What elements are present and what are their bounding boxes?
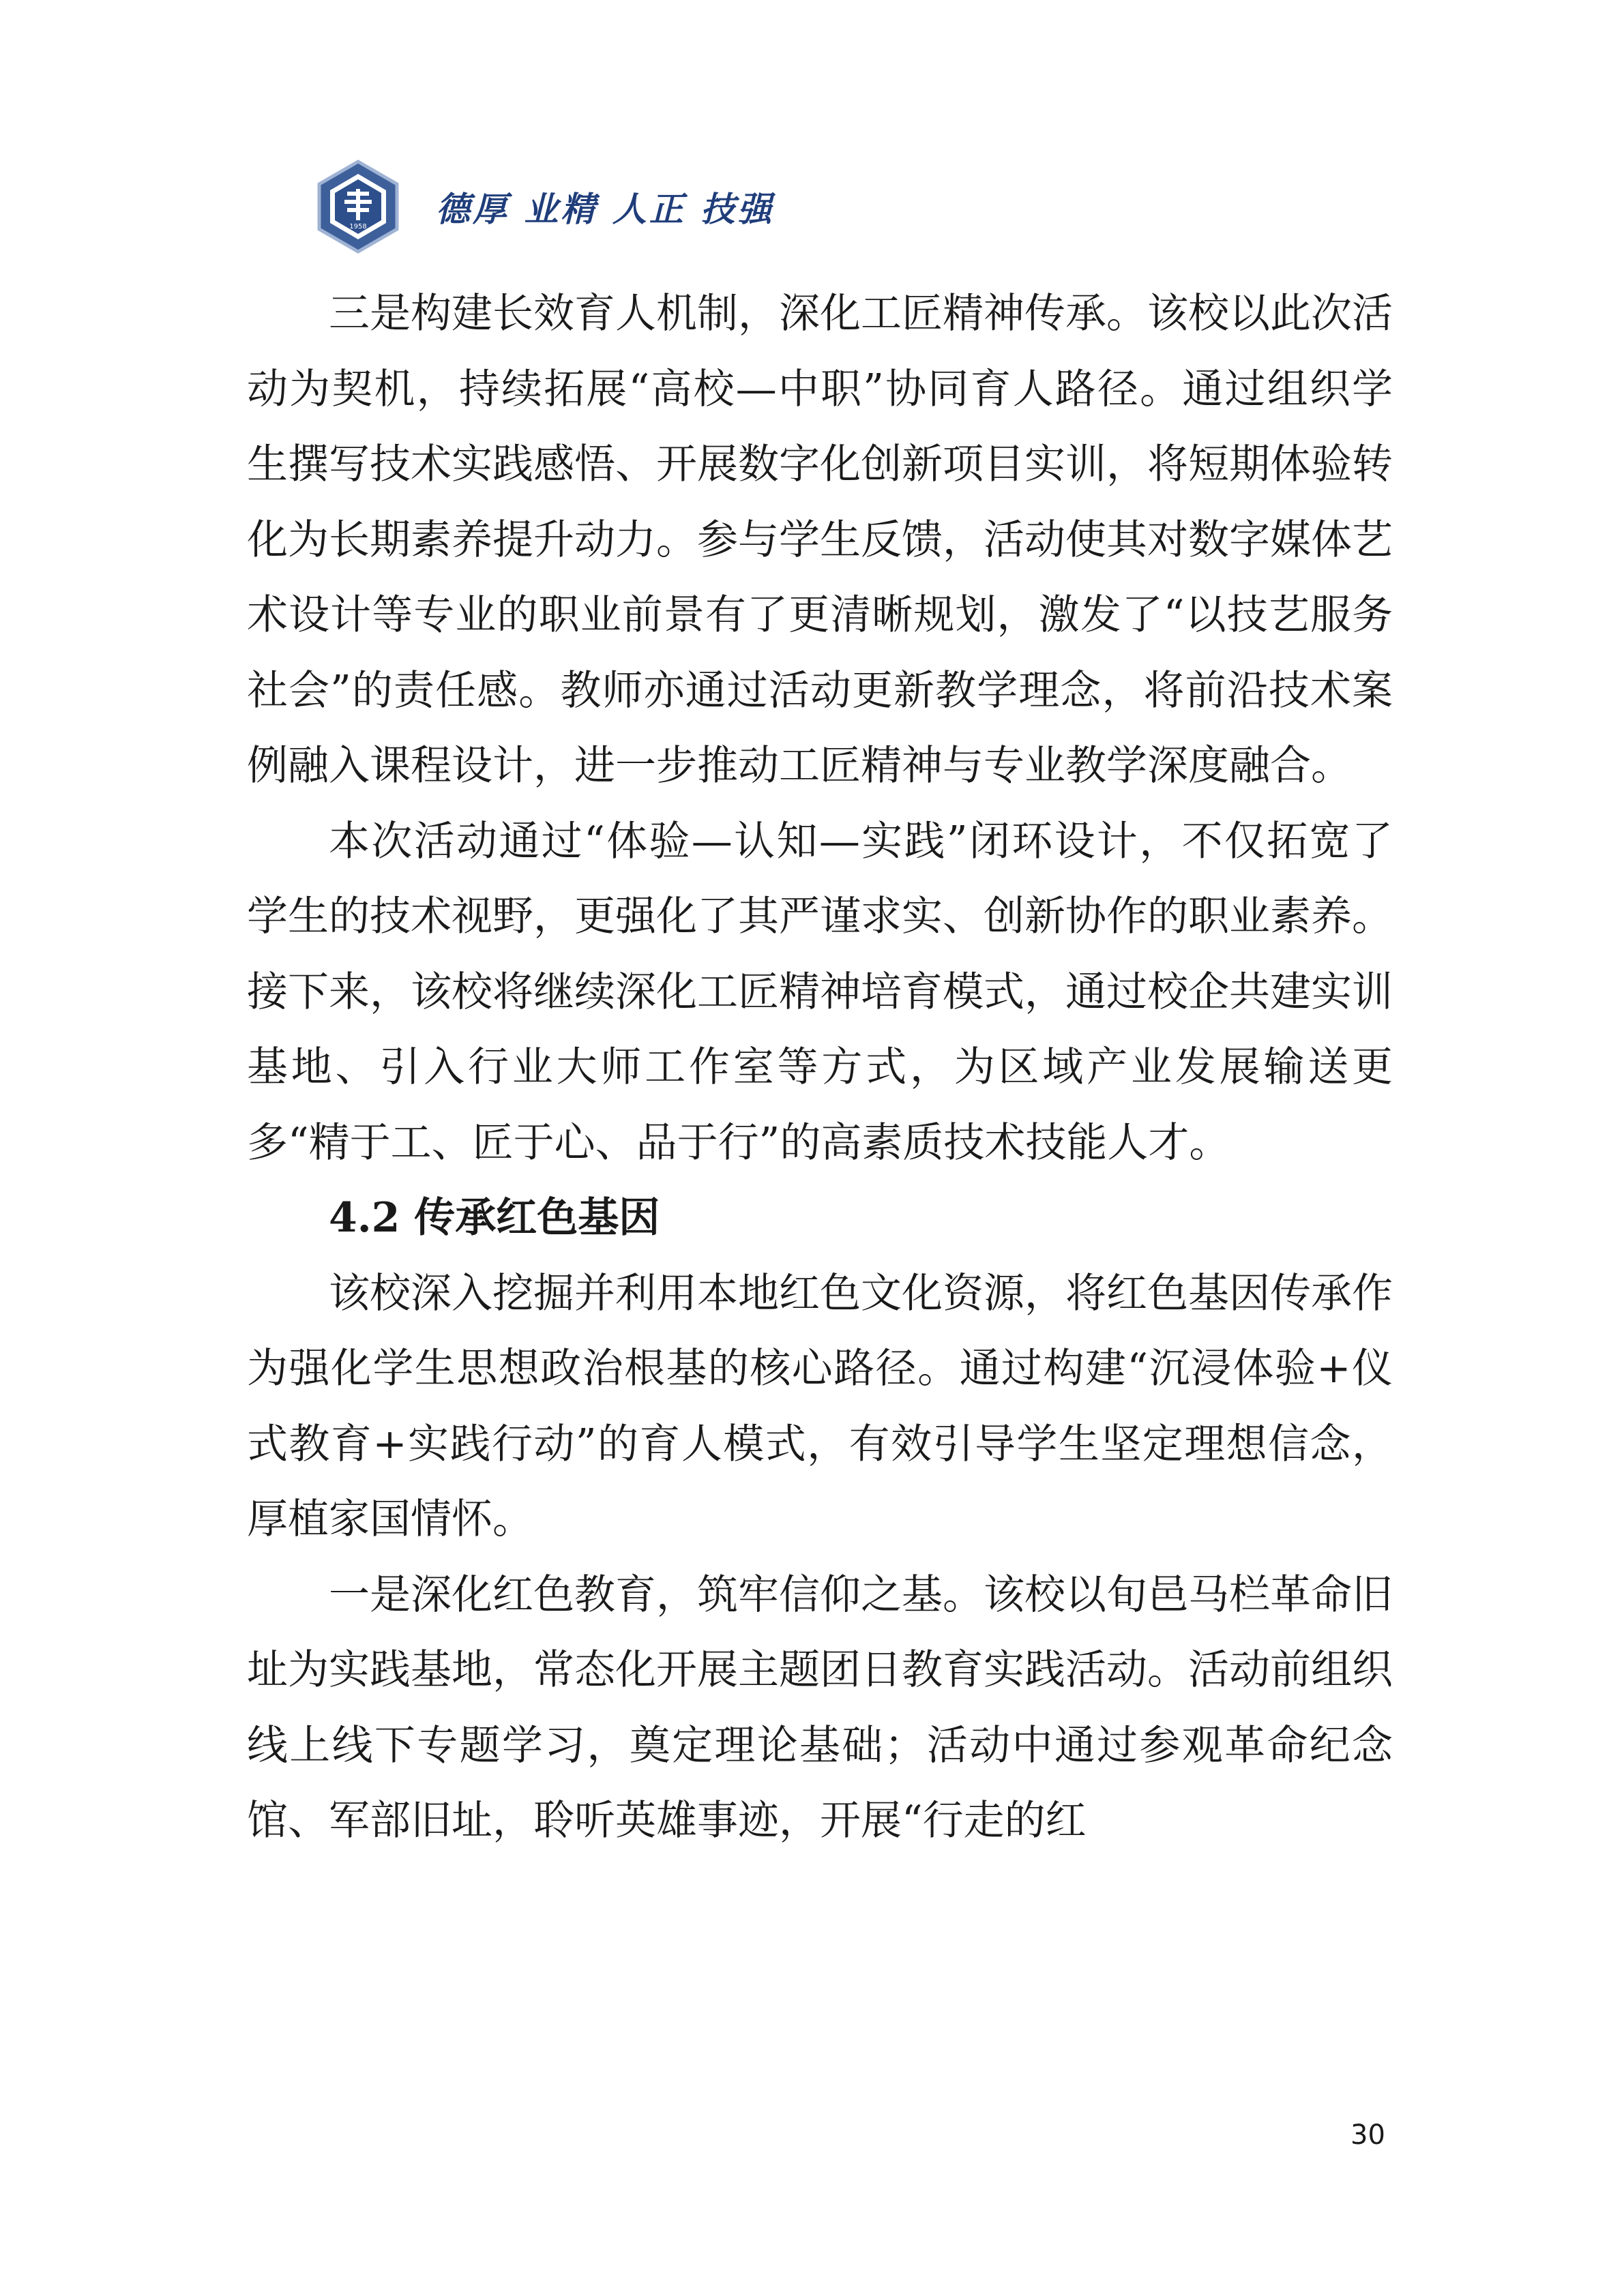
paragraph: 一是深化红色教育，筑牢信仰之基。该校以旬邑马栏革命旧址为实践基地，常态化开展主题团日教育实践活动。活动前组织线上线下专题学习，奠定理论基础；活动中通过参观革命纪念馆、军部旧址，聆听英雄事迹，开展“行走的红: [247, 1570, 1393, 1845]
logo-year: 1958: [349, 223, 367, 230]
school-motto: 德厚 业精 人正 技强: [436, 189, 775, 229]
page-header: [310, 155, 774, 258]
paragraph: 三是构建长效育人机制，深化工匠精神传承。该校以此次活动为契机，持续拓展“高校—中职”协同育人路径。通过组织学生撰写技术实践感悟、开展数字化创新项目实训，将短期体验转化为长期素养提升动力。参与学生反馈，活动使其对数字媒体艺术设计等专业的职业前景有了更清晰规划，激发了“以技艺服务社会”的责任感。教师亦通过活动更新教学理念，将前沿技术案例融入课程设计，进一步推动工匠精神与专业教学深度融合。: [247, 290, 1393, 790]
paragraph: 本次活动通过“体验—认知—实践”闭环设计，不仅拓宽了学生的技术视野，更强化了其严谨求实、创新协作的职业素养。接下来，该校将继续深化工匠精神培育模式，通过校企共建实训基地、引入行业大师工作室等方式，为区域产业发展输送更多“精于工、匠于心、品于行”的高素质技术技能人才。: [247, 817, 1393, 1167]
body-text: [247, 276, 1393, 1859]
section-heading: 4.2 传承红色基因: [329, 1194, 660, 1242]
school-logo-icon: [310, 159, 406, 254]
page-number: 30: [1350, 2119, 1385, 2151]
paragraph: 该校深入挖掘并利用本地红色文化资源，将红色基因传承作为强化学生思想政治根基的核心路径。通过构建“沉浸体验+仪式教育+实践行动”的育人模式，有效引导学生坚定理想信念，厚植家国情怀。: [247, 1269, 1393, 1543]
